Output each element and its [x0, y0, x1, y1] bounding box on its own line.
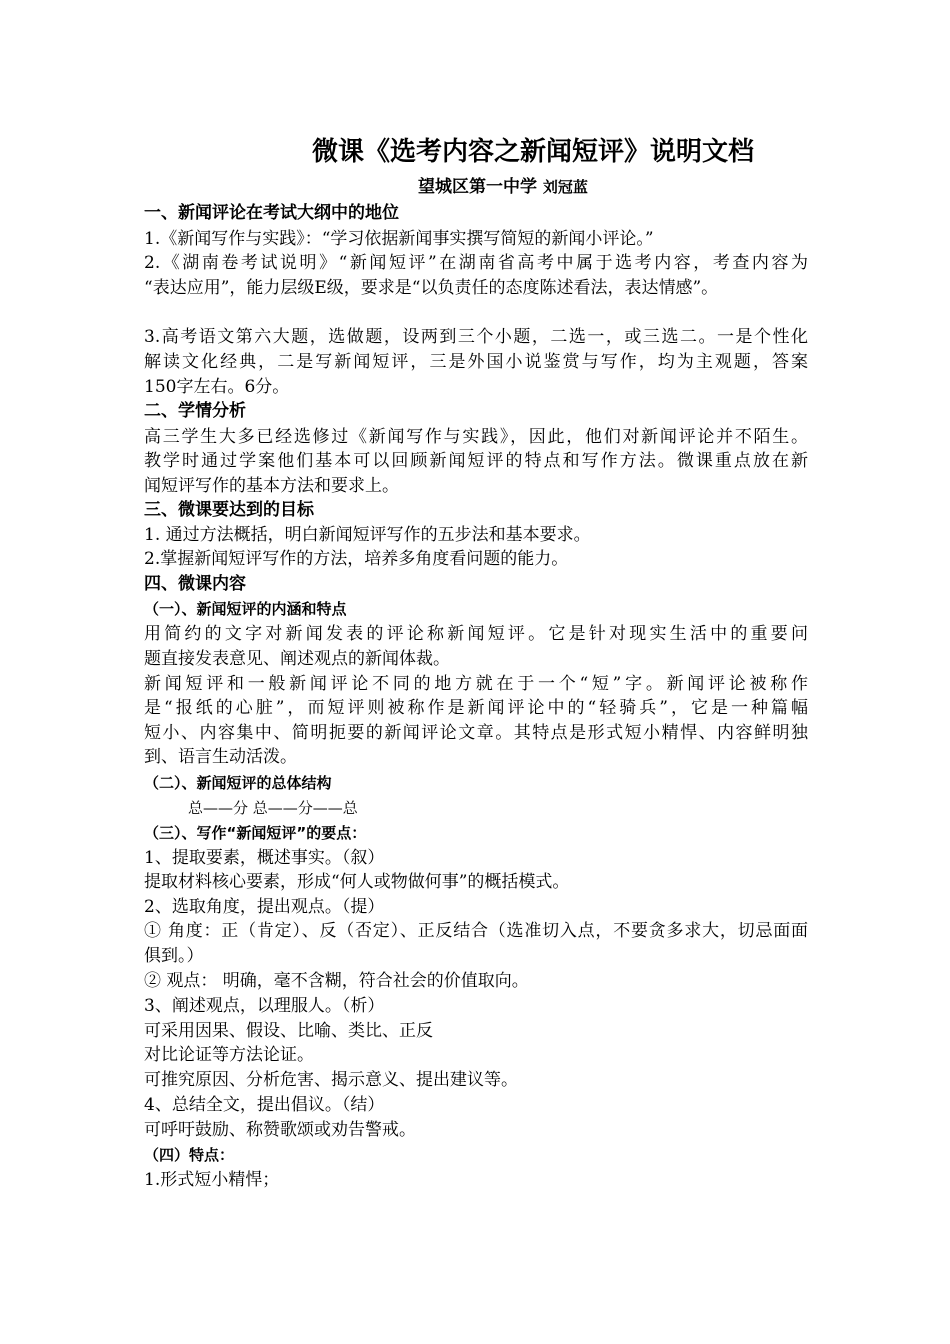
paragraph-line: 1. 通过方法概括，明白新闻短评写作的五步法和基本要求。	[144, 525, 591, 545]
section-heading: 三、微课要达到的目标	[144, 500, 314, 520]
section-heading: 四、微课内容	[144, 574, 246, 594]
author-line	[418, 176, 588, 198]
paragraph-line: 2.《湖南卷考试说明》“新闻短评”在湖南省高考中属于选考内容，考查内容为	[144, 253, 808, 273]
paragraph-line: 高三学生大多已经选修过《新闻写作与实践》，因此，他们对新闻评论并不陌生。	[144, 427, 808, 447]
subsection-heading: （四）特点：	[144, 1146, 235, 1164]
document-title: 微课《选考内容之新闻短评》说明文档	[312, 137, 755, 167]
paragraph-line: 2.掌握新闻短评写作的方法，培养多角度看问题的能力。	[144, 549, 569, 569]
paragraph-line: 3.高考语文第六大题，选做题，设两到三个小题，二选一，或三选二。一是个性化	[144, 327, 808, 347]
section-heading: 一、新闻评论在考试大纲中的地位	[144, 203, 399, 223]
paragraph-line: 可呼吁鼓励、称赞歌颂或劝告警戒。	[144, 1120, 416, 1140]
paragraph-line: 俱到。）	[144, 946, 204, 966]
paragraph-line: ① 角度：正（肯定）、反（否定）、正反结合（选准切入点，不要贪多求大，切忌面面	[144, 921, 808, 941]
paragraph-line: 新闻短评和一般新闻评论不同的地方就在于一个“短”字。新闻评论被称作	[144, 674, 808, 694]
subsection-heading: （三）、写作“新闻短评”的要点：	[144, 824, 367, 842]
paragraph-line: 到、语言生动活泼。	[144, 747, 297, 767]
paragraph-line: 教学时通过学案他们基本可以回顾新闻短评的特点和写作方法。微课重点放在新	[144, 451, 808, 471]
paragraph-line: 1.形式短小精悍；	[144, 1170, 280, 1190]
paragraph-line: 可推究原因、分析危害、揭示意义、提出建议等。	[144, 1070, 518, 1090]
subsection-heading: （一）、新闻短评的内涵和特点	[144, 600, 347, 618]
paragraph-line: ② 观点： 明确，毫不含糊，符合社会的价值取向。	[144, 971, 529, 991]
paragraph-line: 1.《新闻写作与实践》：“学习依据新闻事实撰写简短的新闻小评论。”	[144, 229, 654, 249]
paragraph-line: 150字左右。6分。	[144, 377, 290, 397]
paragraph-line: 可采用因果、假设、比喻、类比、正反	[144, 1021, 433, 1041]
paragraph-line: 4、总结全文，提出倡议。（结）	[144, 1095, 385, 1115]
author-name: 刘冠蓝	[542, 178, 588, 196]
paragraph-line: 短小、内容集中、简明扼要的新闻评论文章。其特点是形式短小精悍、内容鲜明独	[144, 723, 808, 743]
structure-formula: 总——分 总——分——总	[188, 799, 358, 817]
subsection-heading: （二）、新闻短评的总体结构	[144, 774, 332, 792]
paragraph-line: 闻短评写作的基本方法和要求上。	[144, 476, 399, 496]
paragraph-line: 3、阐述观点，以理服人。（析）	[144, 996, 385, 1016]
paragraph-line: 提取材料核心要素，形成“何人或物做何事”的概括模式。	[144, 872, 570, 892]
paragraph-line: 用简约的文字对新闻发表的评论称新闻短评。它是针对现实生活中的重要问	[144, 624, 808, 644]
paragraph-line: 1、提取要素，概述事实。（叙）	[144, 848, 385, 868]
paragraph-line: 对比论证等方法论证。	[144, 1045, 314, 1065]
paragraph-line: “表达应用”，能力层级E级，要求是“以负责任的态度陈述看法，表达情感”。	[144, 278, 719, 298]
paragraph-line: 题直接发表意见、阐述观点的新闻体裁。	[144, 649, 450, 669]
section-heading: 二、学情分析	[144, 401, 246, 421]
paragraph-line: 2、选取角度，提出观点。（提）	[144, 897, 385, 917]
paragraph-line: 是“报纸的心脏”，而短评则被称作是新闻评论中的“轻骑兵”，它是一种篇幅	[144, 698, 808, 718]
school-name: 望城区第一中学	[418, 177, 537, 197]
paragraph-line: 解读文化经典，二是写新闻短评，三是外国小说鉴赏与写作，均为主观题，答案	[144, 352, 808, 372]
